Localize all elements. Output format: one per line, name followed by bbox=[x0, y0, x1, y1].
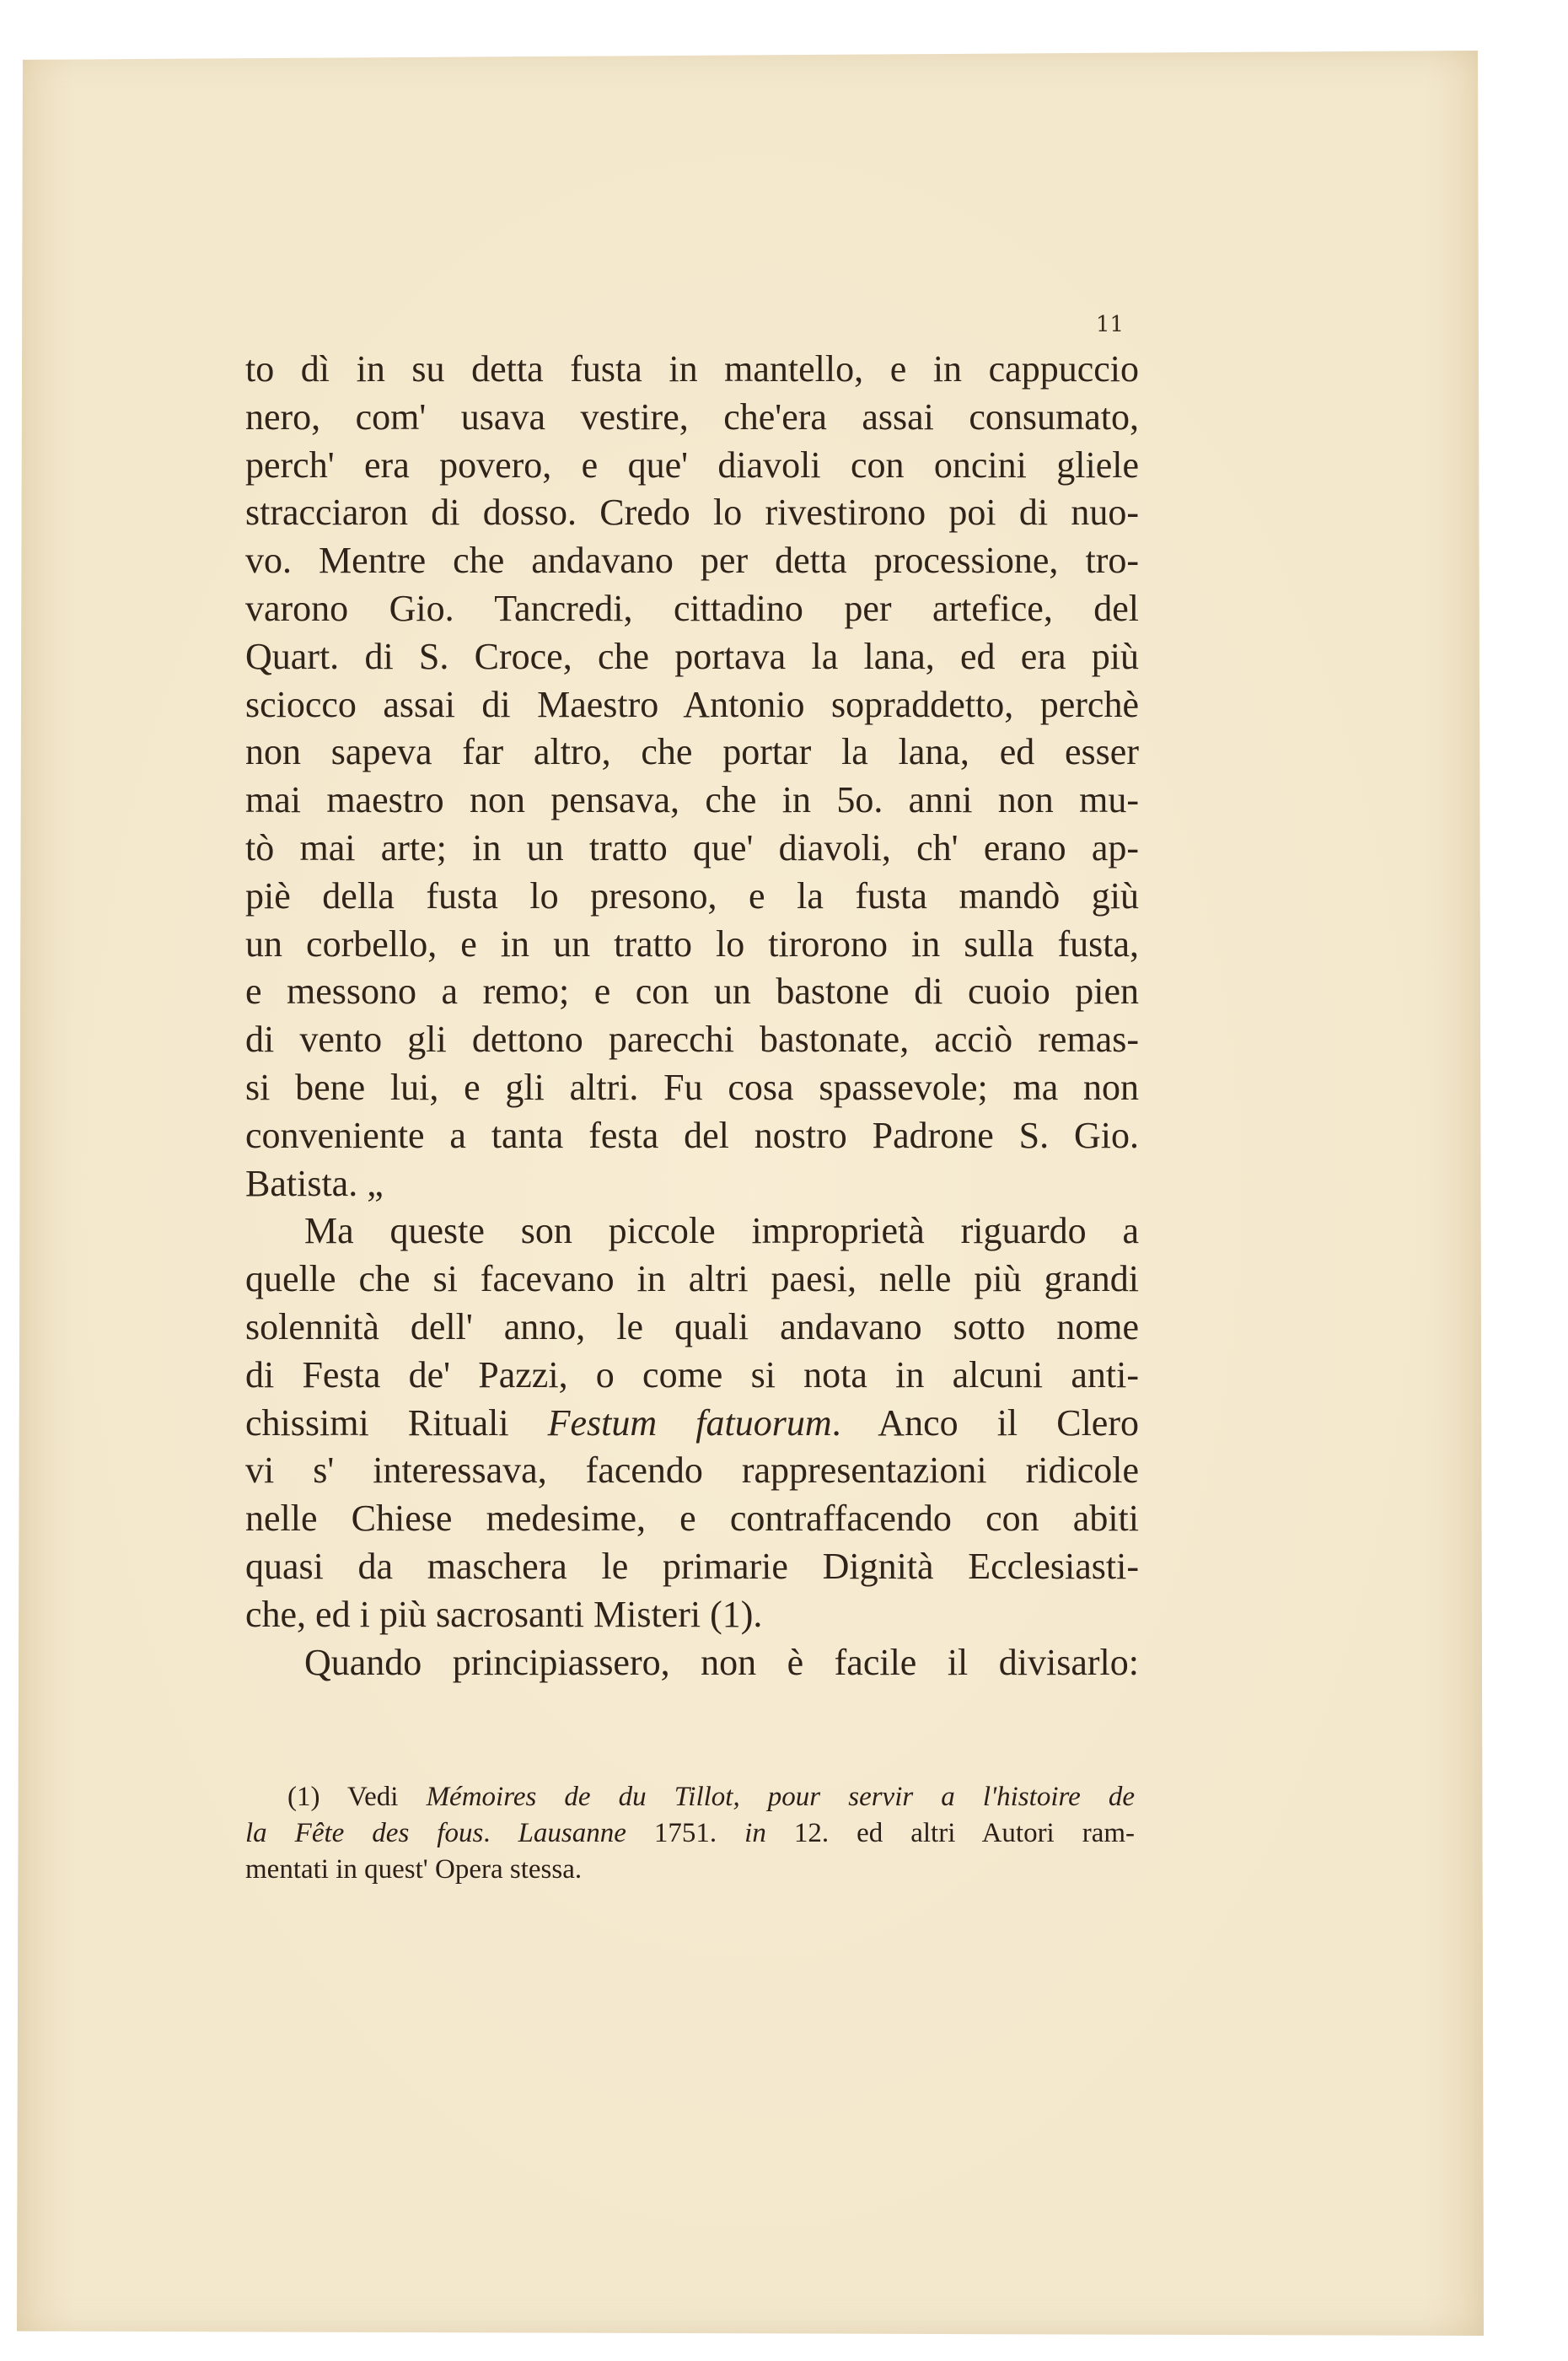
text-line: to dì in su detta fusta in mantello, e in cappuccio bbox=[245, 348, 1139, 390]
text-line: vi s' interessava, facendo rappresentazioni ridicole bbox=[245, 1449, 1139, 1492]
footnote-title: Mémoires de du Tillot, pour servir a l'histoire de bbox=[426, 1782, 1135, 1812]
text-line bbox=[245, 1400, 1139, 1448]
text-segment: . bbox=[483, 1818, 518, 1848]
latin-title: Festum fatuorum bbox=[547, 1401, 832, 1444]
text-line: mai maestro non pensava, che in 5o. anni non mu- bbox=[245, 779, 1139, 821]
text-line: quelle che si facevano in altri paesi, nelle più grandi bbox=[245, 1258, 1139, 1300]
text-line: che, ed i più sacrosanti Misteri (1). bbox=[245, 1593, 763, 1635]
text-segment: . Anco il Clero bbox=[831, 1401, 1139, 1444]
text-line: perch' era povero, e que' diavoli con oncini gliele bbox=[245, 444, 1139, 486]
text-line: Batista. „ bbox=[245, 1162, 384, 1204]
footnote-place: Lausanne bbox=[518, 1818, 626, 1848]
text-line: si bene lui, e gli altri. Fu cosa spassevole; ma non bbox=[245, 1066, 1139, 1108]
footnote-in: in bbox=[744, 1818, 766, 1848]
footnote-marker: (1) Vedi bbox=[287, 1782, 427, 1812]
text-line: di vento gli dettono parecchi bastonate, acciò remas- bbox=[245, 1019, 1139, 1061]
text-line: Quando principiassero, non è facile il divisarlo: bbox=[304, 1641, 1139, 1683]
text-line: un corbello, e in un tratto lo tirorono in sulla fusta, bbox=[245, 922, 1139, 965]
text-segment: 12. ed altri Autori ram- bbox=[765, 1818, 1136, 1848]
text-line: stracciaron di dosso. Credo lo rivestirono poi di nuo- bbox=[245, 492, 1139, 534]
main-text bbox=[245, 346, 1139, 1686]
text-line: quasi da maschera le primarie Dignità Ecclesiasti- bbox=[245, 1545, 1139, 1587]
page-number: 11 bbox=[1096, 312, 1125, 337]
text-line: conveniente a tanta festa del nostro Padrone S. Gio. bbox=[245, 1114, 1139, 1156]
text-line: sciocco assai di Maestro Antonio sopraddetto, perchè bbox=[245, 683, 1139, 725]
text-line: nero, com' usava vestire, che'era assai consumato, bbox=[245, 395, 1139, 438]
text-line: nelle Chiese medesime, e contraffacendo con abiti bbox=[245, 1498, 1139, 1540]
text-segment: chissimi Rituali bbox=[245, 1401, 548, 1444]
text-line: di Festa de' Pazzi, o come si nota in alcuni anti- bbox=[245, 1353, 1139, 1396]
text-line: e messono a remo; e con un bastone di cuoio pien bbox=[245, 971, 1139, 1013]
text-line: solennità dell' anno, le quali andavano sotto nome bbox=[245, 1305, 1139, 1347]
text-line: non sapeva far altro, che portar la lana, ed esser bbox=[245, 731, 1139, 773]
footnote bbox=[245, 1779, 1135, 1888]
text-line: tò mai arte; in un tratto que' diavoli, ch' erano ap- bbox=[245, 826, 1139, 869]
footnote-line bbox=[245, 1815, 1135, 1852]
footnote-line: mentati in quest' Opera stessa. bbox=[245, 1854, 583, 1885]
text-line: varono Gio. Tancredi, cittadino per artefice, del bbox=[245, 587, 1139, 629]
text-line: vo. Mentre che andavano per detta processione, tro- bbox=[245, 540, 1139, 582]
text-line: Quart. di S. Croce, che portava la lana, ed era più bbox=[245, 635, 1139, 677]
footnote-title-cont: la Fête des fous bbox=[245, 1818, 484, 1848]
text-line: piè della fusta lo presono, e la fusta mandò giù bbox=[245, 874, 1139, 917]
footnote-line bbox=[245, 1779, 1135, 1815]
footnote-year: 1751. bbox=[626, 1818, 745, 1848]
text-line: Ma queste son piccole improprietà riguardo a bbox=[304, 1210, 1139, 1252]
